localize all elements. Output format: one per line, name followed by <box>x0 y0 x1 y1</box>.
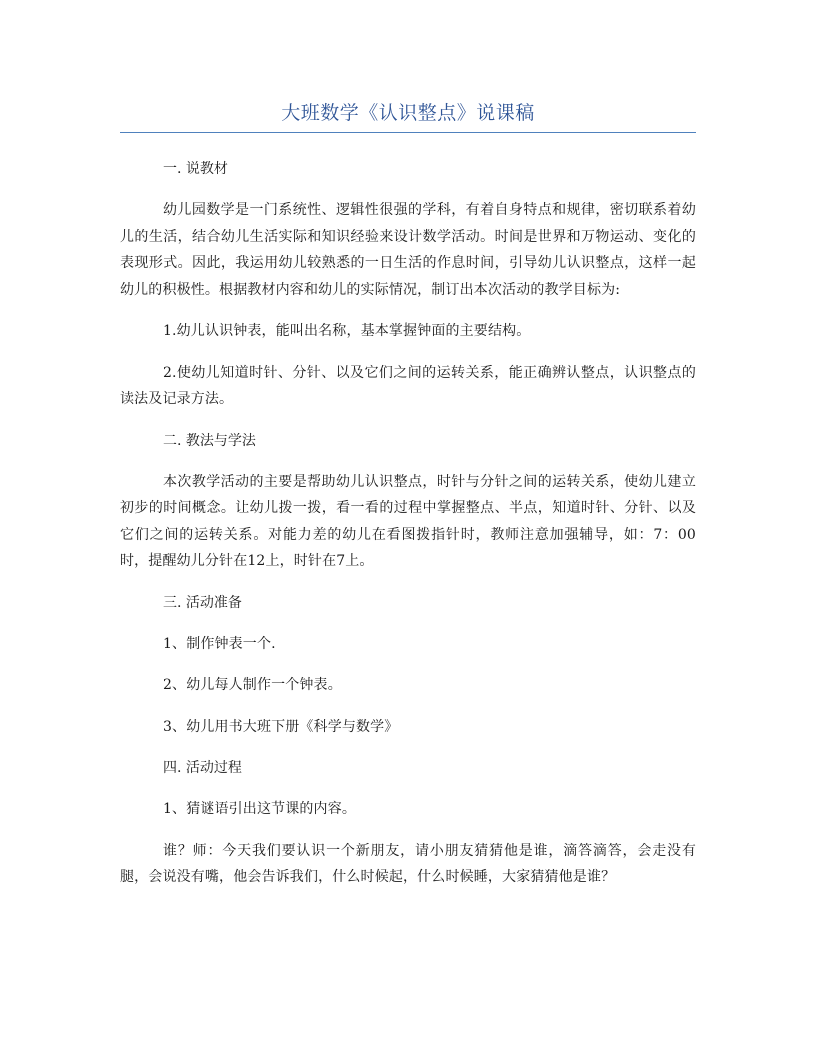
paragraph-3-2: 2、幼儿每人制作一个钟表。 <box>163 677 342 693</box>
section-heading-4: 四. 活动过程 <box>163 760 242 776</box>
document-body <box>120 156 696 891</box>
section-heading-2: 二. 教法与学法 <box>163 432 256 449</box>
section-heading-3: 三. 活动准备 <box>163 594 242 611</box>
document-title: 大班数学《认识整点》说课稿 <box>281 102 535 124</box>
paragraph-3-3: 3、幼儿用书大班下册《科学与数学》 <box>163 718 399 735</box>
title-underline <box>120 132 696 133</box>
paragraph-2-1: 本次教学活动的主要是帮助幼儿认识整点，时针与分针之间的运转关系，使幼儿建立初步的时间概念。让幼儿拨一拨，看一看的过程中掌握整点、半点，知道时针、分针、以及它们之间的运转关系。对能力差的幼儿在看图拨指针时，教师注意加强辅导，如：7：00时，提醒幼儿分针在12上，时针在7上。 <box>120 473 696 569</box>
paragraph-4-1: 1、猜谜语引出这节课的内容。 <box>163 801 357 817</box>
paragraph-1-2: 1.幼儿认识钟表，能叫出名称，基本掌握钟面的主要结构。 <box>163 323 531 339</box>
paragraph-3-1: 1、制作钟表一个. <box>163 635 276 652</box>
paragraph-4-2: 谁？师：今天我们要认识一个新朋友，请小朋友猜猜他是谁，滴答滴答，会走没有腿，会说没有嘴，他会告诉我们，什么时候起，什么时候睡，大家猜猜他是谁？ <box>120 842 696 885</box>
paragraph-1-3: 2.使幼儿知道时针、分针、以及它们之间的运转关系，能正确辨认整点，认识整点的读法及记录方法。 <box>120 364 696 407</box>
section-heading-1: 一. 说教材 <box>163 161 228 177</box>
paragraph-1-1: 幼儿园数学是一门系统性、逻辑性很强的学科，有着自身特点和规律，密切联系着幼儿的生活，结合幼儿生活实际和知识经验来设计数学活动。时间是世界和万物运动、变化的表现形式。因此，我运用幼儿较熟悉的一日生活的作息时间，引导幼儿认识整点，这样一起幼儿的积极性。根据教材内容和幼儿的实际情况，制订出本次活动的教学目标为: <box>120 202 696 298</box>
